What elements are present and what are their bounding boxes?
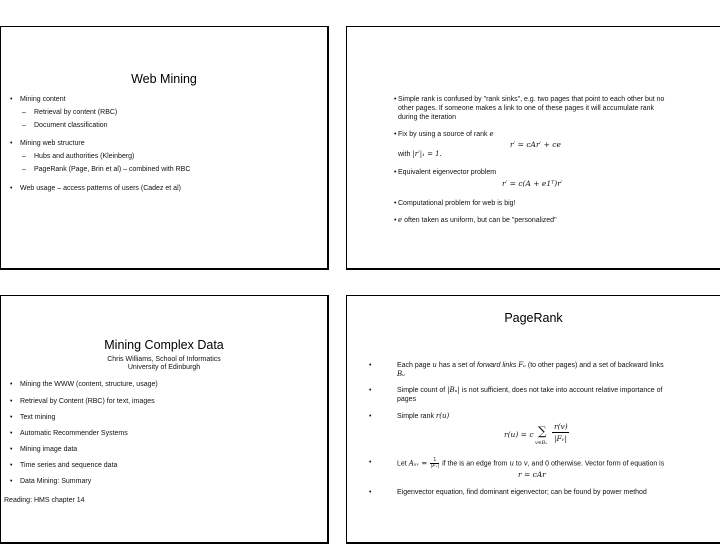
bullet-icon: • bbox=[394, 131, 397, 138]
math-expr: Aᵤᵥ = bbox=[408, 459, 430, 468]
list-item: Text mining bbox=[20, 414, 56, 421]
math-var: Fᵤ bbox=[518, 361, 526, 369]
list-item: Mining content bbox=[20, 96, 66, 103]
list-item-line bbox=[397, 458, 664, 469]
equation: r′ = cAr′ + ce bbox=[510, 140, 561, 149]
bullet-icon: • bbox=[394, 217, 397, 224]
sub-item: Document classification bbox=[34, 122, 108, 129]
fraction-denominator: |Fᵥ| bbox=[554, 434, 568, 443]
text-run: with bbox=[398, 151, 413, 158]
list-item bbox=[398, 130, 494, 139]
text-run: if the is an edge from bbox=[440, 460, 510, 468]
list-item-line: during the iteration bbox=[398, 114, 456, 121]
bullet-icon: • bbox=[369, 489, 372, 496]
slide-title: Web Mining bbox=[131, 72, 197, 86]
sum-symbol: ∑ bbox=[538, 424, 547, 438]
math-var: u bbox=[432, 361, 437, 369]
equation: r = cAr bbox=[518, 470, 546, 479]
bullet-icon: • bbox=[394, 200, 397, 207]
text-line bbox=[398, 150, 442, 159]
sum-subscript: v∈Bᵤ bbox=[535, 440, 548, 446]
bullet-icon: • bbox=[394, 169, 397, 176]
text-run: often taken as uniform, but can be "personalized" bbox=[402, 217, 557, 224]
list-item bbox=[398, 216, 557, 225]
fraction-bar bbox=[552, 432, 569, 433]
bullet-icon: • bbox=[369, 362, 372, 369]
text-run: has a set of bbox=[436, 362, 478, 369]
list-item: Computational problem for web is big! bbox=[398, 200, 516, 207]
list-item-line bbox=[397, 361, 664, 370]
list-item: Eigenvector equation, find dominant eigenvector; can be found by power method bbox=[397, 489, 647, 496]
math-var: u bbox=[509, 459, 514, 468]
sub-item: PageRank (Page, Brin et al) – combined with RBC bbox=[34, 166, 191, 173]
math-var: e bbox=[489, 130, 494, 138]
list-item: Automatic Recommender Systems bbox=[20, 430, 128, 437]
list-item: Time series and sequence data bbox=[20, 462, 118, 469]
reading-note: Reading: HMS chapter 14 bbox=[4, 497, 85, 504]
math-var: e bbox=[398, 216, 403, 224]
text-run: (to other pages) and a set of backward links bbox=[525, 362, 664, 369]
list-item: Web usage – access patterns of users (Cadez et al) bbox=[20, 185, 181, 192]
slide-mining-complex-data bbox=[0, 295, 329, 544]
list-item: Equivalent eigenvector problem bbox=[398, 169, 497, 176]
equation-lhs: r(u) = c bbox=[504, 430, 534, 439]
list-item-line: Simple rank is confused by "rank sinks", e.g. two pages that point to each other but no bbox=[398, 96, 665, 103]
text-run: Fix by using a source of rank bbox=[398, 131, 490, 138]
bullet-icon: • bbox=[369, 413, 372, 420]
list-item: Retrieval by Content (RBC) for text, images bbox=[20, 398, 155, 405]
math-var: v bbox=[523, 459, 528, 468]
bullet-icon: • bbox=[10, 414, 13, 421]
inline-fraction-num: 1 bbox=[430, 458, 439, 464]
list-item bbox=[397, 412, 449, 421]
bullet-icon: • bbox=[10, 462, 13, 469]
math-var: Bᵤ bbox=[397, 370, 405, 378]
math-expr: |r′|₁ = 1. bbox=[412, 150, 442, 158]
bullet-icon: • bbox=[394, 96, 397, 103]
dash-icon: – bbox=[22, 122, 26, 129]
text-run: to bbox=[513, 460, 524, 468]
list-item: Mining web structure bbox=[20, 140, 85, 147]
slide-pagerank bbox=[346, 295, 720, 544]
list-item-line: other pages. If someone makes a link to one of these pages it will accumulate rank bbox=[398, 105, 655, 112]
inline-fraction bbox=[430, 458, 439, 469]
bullet-icon: • bbox=[10, 381, 13, 388]
sub-item: Hubs and authorities (Kleinberg) bbox=[34, 153, 135, 160]
author: Chris Williams, School of Informatics bbox=[107, 356, 221, 363]
bullet-icon: • bbox=[10, 446, 13, 453]
fraction-numerator: r(v) bbox=[554, 422, 568, 431]
text-run: is not sufficient, does not take into account relative importance of bbox=[459, 387, 663, 394]
text-run: Each page bbox=[397, 362, 433, 369]
list-item-line: pages bbox=[397, 396, 417, 403]
slide-title: Mining Complex Data bbox=[104, 338, 224, 352]
bullet-icon: • bbox=[369, 387, 372, 394]
text-run: Let bbox=[397, 460, 409, 468]
list-item-line bbox=[397, 386, 662, 395]
text-run: Simple count of bbox=[397, 387, 448, 394]
list-item: Data Mining: Summary bbox=[20, 478, 92, 485]
list-item: Mining image data bbox=[20, 446, 78, 453]
affiliation: University of Edinburgh bbox=[127, 364, 201, 371]
bullet-icon: • bbox=[369, 459, 372, 466]
bullet-icon: • bbox=[10, 96, 13, 103]
bullet-icon: • bbox=[10, 478, 13, 485]
text-run: Simple rank bbox=[397, 413, 436, 420]
bullet-icon: • bbox=[10, 140, 13, 147]
bullet-icon: • bbox=[10, 185, 13, 192]
math-expr: |Bᵤ| bbox=[447, 386, 460, 394]
inline-fraction-den: |Fᵥ| bbox=[430, 463, 440, 469]
sub-item: Retrieval by content (RBC) bbox=[34, 109, 118, 116]
slide-title: PageRank bbox=[504, 311, 563, 325]
text-run: , and 0 otherwise. Vector form of equation is bbox=[527, 460, 665, 468]
list-item: Mining the WWW (content, structure, usage) bbox=[20, 381, 158, 388]
slide-web-mining bbox=[0, 26, 329, 270]
dash-icon: – bbox=[22, 153, 26, 160]
bullet-icon: • bbox=[10, 398, 13, 405]
equation: r′ = c(A + e1ᵀ)r′ bbox=[502, 179, 563, 188]
emphasis: forward links bbox=[477, 362, 517, 369]
slide-rank-sinks bbox=[346, 26, 720, 270]
dash-icon: – bbox=[22, 109, 26, 116]
bullet-icon: • bbox=[10, 430, 13, 437]
math-expr: r(u) bbox=[435, 412, 450, 420]
dash-icon: – bbox=[22, 166, 26, 173]
